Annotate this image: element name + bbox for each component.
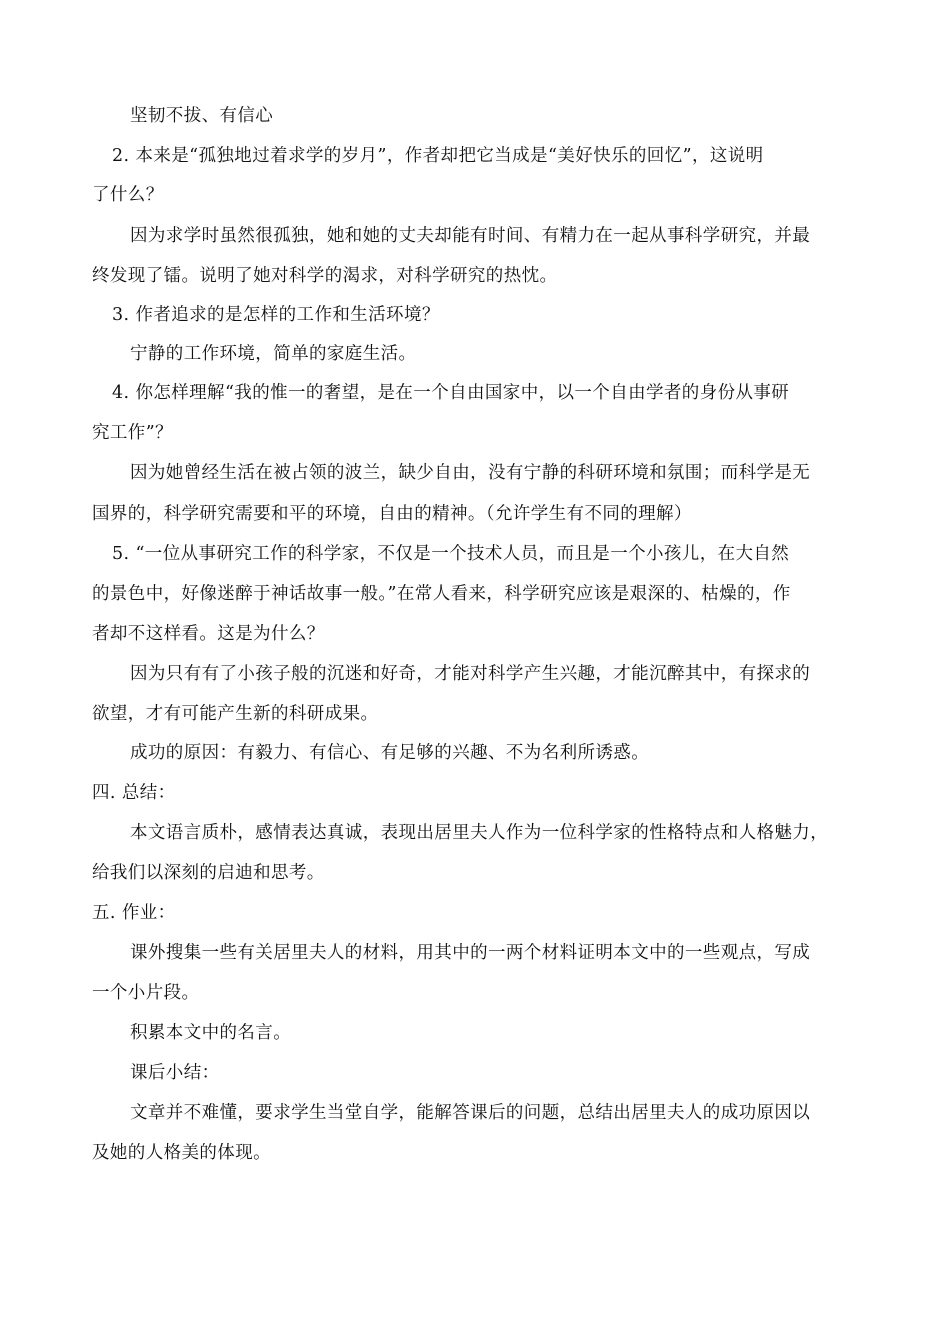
answer-3-line: 宁静的工作环境，简单的家庭生活。 — [130, 344, 417, 364]
answer-2-line-cont: 终发现了镭。说明了她对科学的渴求，对科学研究的热忱。 — [92, 266, 558, 286]
answer-2-line: 因为求学时虽然很孤独，她和她的丈夫却能有时间、有精力在一起从事科学研究，并最 — [130, 226, 811, 246]
question-4-line-cont: 究工作”？ — [92, 423, 173, 443]
question-3-line: 3. 作者追求的是怎样的工作和生活环境？ — [112, 305, 440, 325]
question-4-line: 4. 你怎样理解“我的惟一的奢望，是在一个自由国家中，以一个自由学者的身份从事研 — [112, 383, 790, 403]
question-2-line-cont: 了什么？ — [92, 185, 164, 205]
answer-4-line: 因为她曾经生活在被占领的波兰，缺少自由，没有宁静的科研环境和氛围；而科学是无 — [130, 463, 811, 483]
answer-4-line-cont: 国界的，科学研究需要和平的环境，自由的精神。（允许学生有不同的理解） — [92, 504, 692, 524]
summary-line: 本文语言质朴，感情表达真诚，表现出居里夫人作为一位科学家的性格特点和人格魅力， — [130, 823, 829, 843]
summary-line-cont: 给我们以深刻的启迪和思考。 — [92, 863, 325, 883]
homework-line: 课外搜集一些有关居里夫人的材料，用其中的一两个材料证明本文中的一些观点，写成 — [130, 943, 811, 963]
question-2-line: 2. 本来是“孤独地过着求学的岁月”，作者却把它当成是“美好快乐的回忆”，这说明 — [112, 146, 764, 166]
question-5-line: 5. “一位从事研究工作的科学家，不仅是一个技术人员，而且是一个小孩儿，在大自然 — [112, 544, 790, 564]
homework-quotes-line: 积累本文中的名言。 — [130, 1023, 292, 1043]
class-summary-line-cont: 及她的人格美的体现。 — [92, 1143, 271, 1163]
success-reasons-line: 成功的原因：有毅力、有信心、有足够的兴趣、不为名利所诱惑。 — [130, 743, 650, 763]
homework-line-cont: 一个小片段。 — [92, 983, 200, 1003]
question-5-line-cont: 的景色中，好像迷醉于神话故事一般。”在常人看来，科学研究应该是艰深的、枯燥的，作 — [92, 584, 791, 604]
section-4-heading: 四. 总结： — [92, 783, 176, 803]
section-5-heading: 五. 作业： — [92, 903, 176, 923]
answer-5-line-cont: 欲望，才有可能产生新的科研成果。 — [92, 704, 379, 724]
question-5-line-cont2: 者却不这样看。这是为什么？ — [92, 624, 325, 644]
class-summary-heading: 课后小结： — [130, 1063, 220, 1083]
answer-5-line: 因为只有有了小孩子般的沉迷和好奇，才能对科学产生兴趣，才能沉醉其中，有探求的 — [130, 664, 811, 684]
class-summary-line: 文章并不难懂，要求学生当堂自学，能解答课后的问题，总结出居里夫人的成功原因以 — [130, 1103, 811, 1123]
answer-line: 坚韧不拔、有信心 — [130, 106, 274, 126]
